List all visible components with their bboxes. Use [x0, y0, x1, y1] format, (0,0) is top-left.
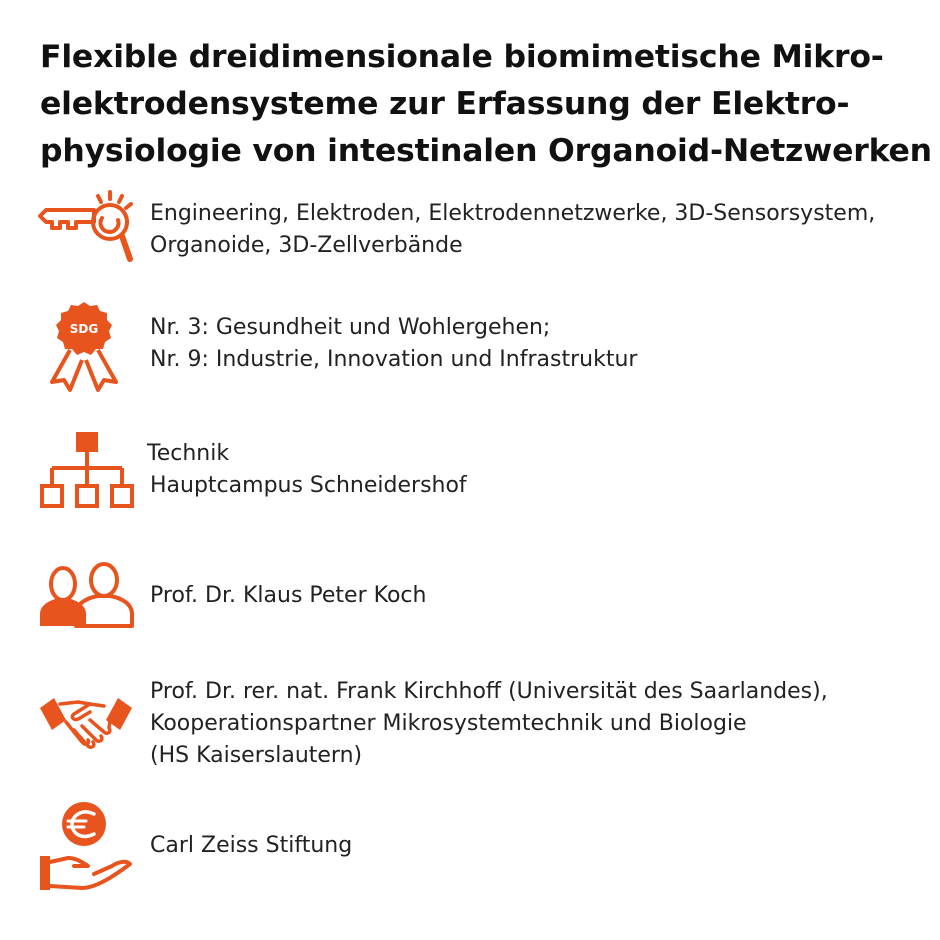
funding-text [150, 830, 920, 862]
people-icon [38, 562, 134, 630]
sdg-award-icon [48, 300, 120, 392]
campus-line: Hauptcampus Schneidershof [150, 473, 467, 498]
lead-text [150, 580, 920, 612]
partners-text [150, 676, 920, 772]
sdg-text [150, 312, 920, 376]
partner-line: (HS Kaiserslautern) [150, 743, 363, 768]
sdg-line: Nr. 3: Gesundheit und Wohlergehen; [150, 315, 551, 340]
sdg-badge-text: SDG [69, 322, 99, 336]
department-text [147, 438, 917, 502]
department-line: Technik [147, 441, 230, 466]
euro-hand-icon [38, 800, 134, 894]
org-chart-icon [38, 430, 134, 510]
partner-line: Prof. Dr. rer. nat. Frank Kirchhoff (Universität des Saarlandes), [150, 679, 828, 704]
keywords-line: Engineering, Elektroden, Elektrodennetzwerke, 3D-Sensorsystem, [150, 201, 876, 226]
funder-name: Carl Zeiss Stiftung [150, 833, 353, 858]
sdg-line: Nr. 9: Industrie, Innovation und Infrastruktur [150, 347, 638, 372]
page-title [40, 34, 932, 175]
key-search-icon [36, 188, 136, 268]
title-line: physiologie von intestinalen Organoid-Netzwerken [40, 133, 932, 169]
title-line: elektrodensysteme zur Erfassung der Elektro- [40, 86, 850, 122]
keywords-line: Organoide, 3D-Zellverbände [150, 233, 463, 258]
partner-line: Kooperationspartner Mikrosystemtechnik und Biologie [150, 711, 747, 736]
keywords-text [150, 198, 920, 262]
title-line: Flexible dreidimensionale biomimetische Mikro- [40, 39, 884, 75]
handshake-icon [38, 690, 134, 750]
lead-name: Prof. Dr. Klaus Peter Koch [150, 583, 427, 608]
